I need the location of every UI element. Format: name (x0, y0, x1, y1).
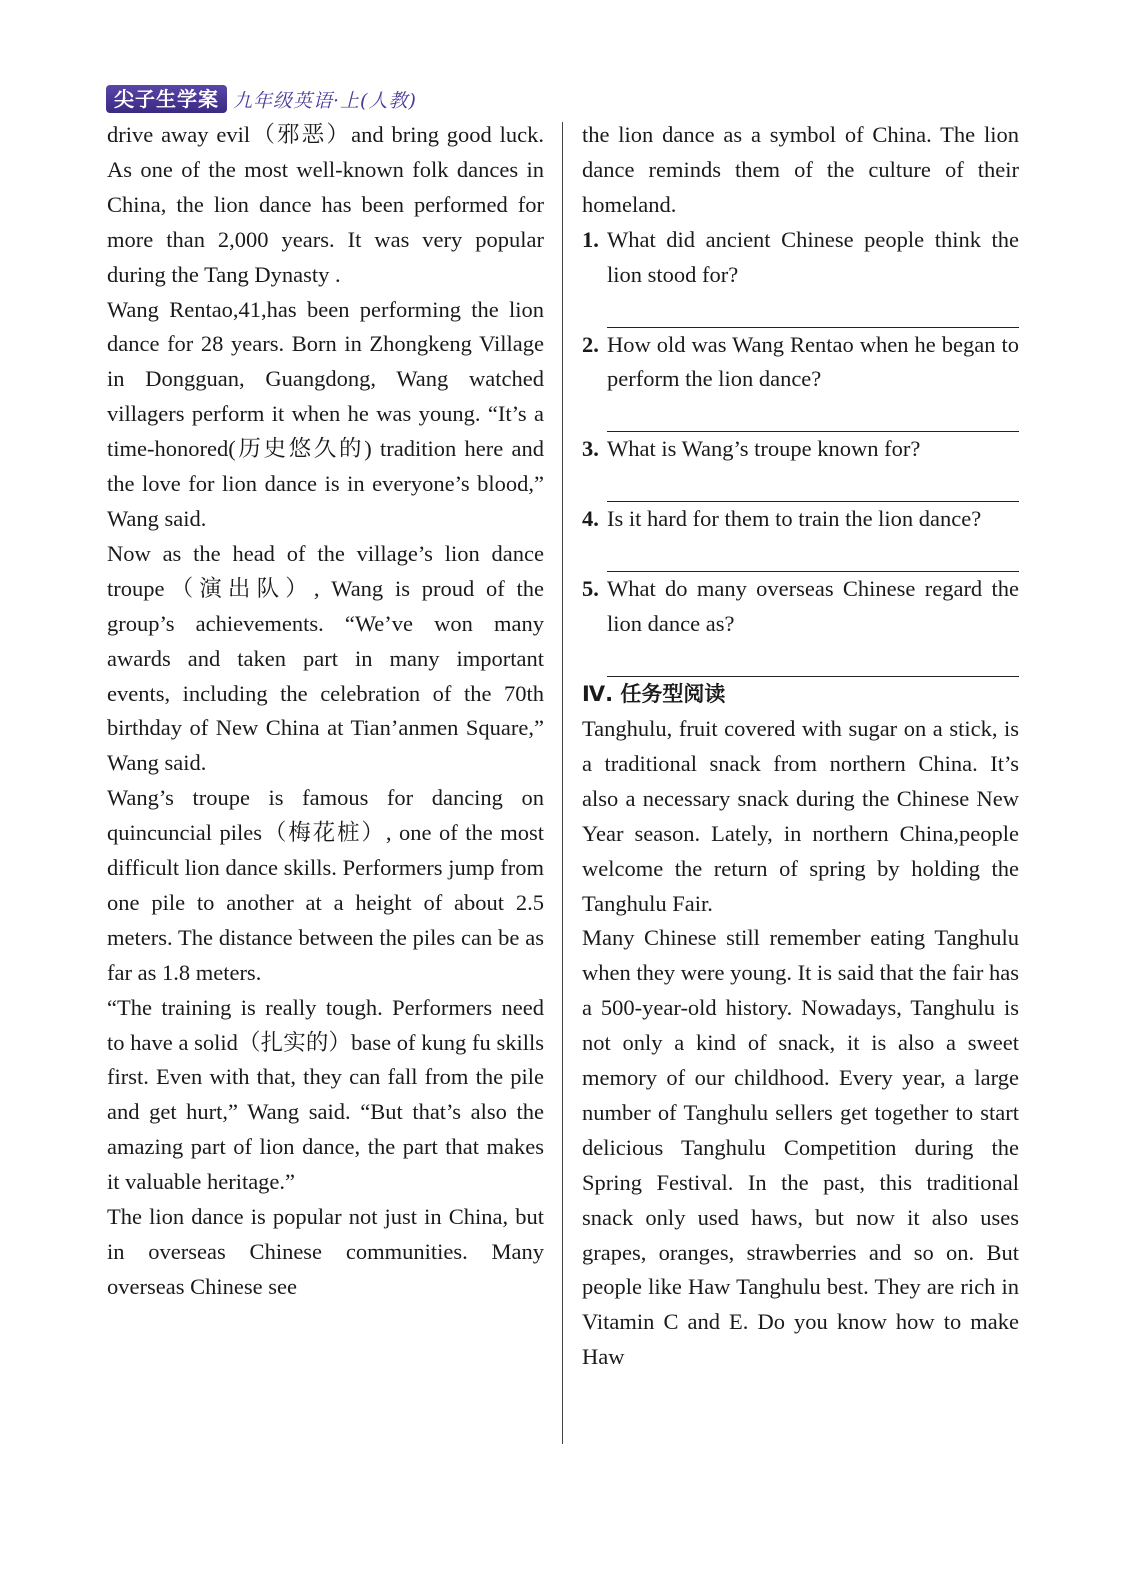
paragraph: Wang Rentao,41,has been performing the lion dance for 28 years. Born in Zhongkeng Village in Dongguan, Guangdong, Wang watched villagers perform it when he was young. “It’s a time-honored(历史悠久的) tradition here and the love for lion dance is in everyone’s blood,” Wang said. (107, 296, 544, 531)
question-number: 3. (582, 436, 599, 462)
section-title: Ⅳ. 任务型阅读 (582, 681, 726, 706)
answer-line-4[interactable] (607, 537, 1019, 572)
answer-line-2[interactable] (607, 397, 1019, 432)
paragraph: The lion dance is popular not just in China, but in overseas Chinese communities. Many overseas Chinese see (107, 1204, 544, 1299)
paragraph: Many Chinese still remember eating Tanghulu when they were young. It is said that the fair has a 500-year-old history. Nowadays, Tanghulu is not only a kind of snack, it is also a sweet memory of our childhood. Every year, a large number of Tanghulu sellers get together to start delicious Tanghulu Competition during the Spring Festival. In the past, this traditional snack only used haws, but now it also uses grapes, oranges, strawberries and so on. But people like Haw Tanghulu best. They are rich in Vitamin C and E. Do you know how to make Haw (582, 925, 1019, 1370)
answer-line-3[interactable] (607, 467, 1019, 502)
paragraph: drive away evil（邪恶）and bring good luck. As one of the most well-known folk dances in China, the lion dance has been performed for more than 2,000 years. It was very popular during the Tang Dynasty . (107, 122, 544, 287)
page-header (106, 84, 417, 114)
question-text: Is it hard for them to train the lion dance? (607, 506, 982, 532)
paragraph: Now as the head of the village’s lion dance troupe（演出队）, Wang is proud of the group’s achievements. “We’ve won many awards and taken part in many important events, including the celebration of the 70th birthday of New China at Tian’anmen Square,” Wang said. (107, 540, 544, 776)
answer-line-1[interactable] (607, 293, 1019, 328)
question-number: 1. (582, 226, 599, 252)
question-4 (582, 502, 1019, 537)
paragraph: Tanghulu, fruit covered with sugar on a stick, is a traditional snack from northern China. It’s also a necessary snack during the Chinese New Year season. Lately, in northern China,people welcome the return of spring by holding the Tanghulu Fair. (582, 715, 1019, 916)
question-text: What did ancient Chinese people think the lion stood for? (607, 226, 1019, 287)
question-text: What do many overseas Chinese regard the lion dance as? (607, 576, 1019, 637)
left-column (107, 118, 544, 1305)
brand-logo: 尖子生学案 (106, 85, 227, 113)
right-column (582, 118, 1019, 1375)
question-2 (582, 328, 1019, 398)
paragraph: Wang’s troupe is famous for dancing on quincuncial piles（梅花桩）, one of the most difficult lion dance skills. Performers jump from one pile to another at a height of about 2.5 meters. The distance between the piles can be as far as 1.8 meters. (107, 785, 544, 985)
question-number: 4. (582, 506, 599, 532)
question-number: 2. (582, 331, 599, 357)
paragraph: “The training is really tough. Performers need to have a solid（扎实的）base of kung fu skills first. Even with that, they can fall from the pile and get hurt,” Wang said. “But that’s also the amazing part of lion dance, the part that makes it valuable heritage.” (107, 994, 544, 1195)
question-text: What is Wang’s troupe known for? (607, 436, 921, 462)
question-text: How old was Wang Rentao when he began to perform the lion dance? (607, 331, 1019, 392)
question-5 (582, 572, 1019, 642)
answer-line-5[interactable] (607, 642, 1019, 677)
question-number: 5. (582, 576, 599, 602)
question-1 (582, 223, 1019, 293)
book-subject: 九年级英语·上(人教) (233, 89, 417, 112)
question-3 (582, 432, 1019, 467)
column-divider (562, 122, 563, 1444)
paragraph: the lion dance as a symbol of China. The lion dance reminds them of the culture of their homeland. (582, 122, 1019, 217)
